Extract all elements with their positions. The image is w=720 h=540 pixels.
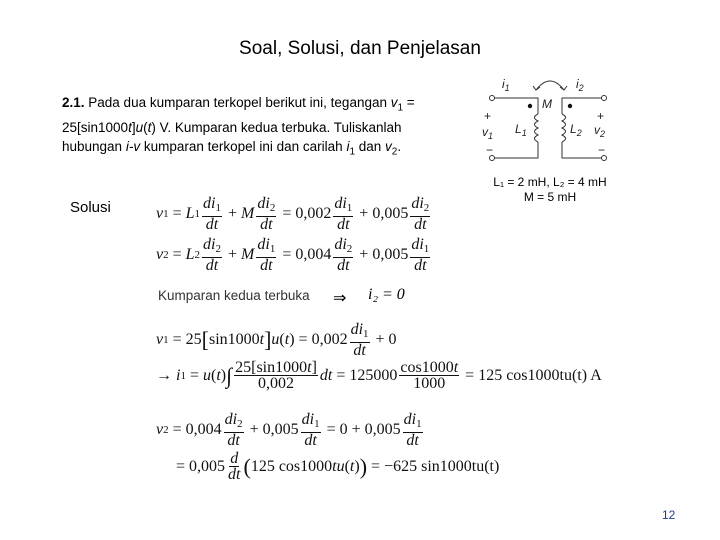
eq2-coef-b: 0,005 xyxy=(372,246,409,263)
problem-text: ] xyxy=(131,119,136,135)
equation-v1-sub: v 1 = 25 [ sin1000 t ] u ( t ) = 0,002 $\frac{di_1}{dt}$ + 0 xyxy=(156,321,397,359)
problem-text: Pada dua kumparan terkopel berikut ini, tegangan xyxy=(84,95,391,110)
label-i2: $i_2$ xyxy=(576,77,584,93)
label-L1: $L_1$ xyxy=(515,122,527,138)
label-i1: $i_1$ xyxy=(502,77,510,93)
eq6-result: −625 sin1000tu(t) xyxy=(384,457,500,475)
problem-text: ) V. Kumparan kedua terbuka. Tuliskanlah hubungan xyxy=(62,119,402,154)
eq5-coef: 0,004 xyxy=(185,421,222,438)
label-plus-2: + xyxy=(597,109,605,123)
eq4-const: 125000 xyxy=(349,366,398,384)
wire-bottom-right xyxy=(562,142,602,158)
problem-var: v xyxy=(385,138,392,154)
coil-L2 xyxy=(562,114,566,142)
label-minus-1: − xyxy=(486,143,494,157)
eq1-coef-b: 0,005 xyxy=(372,205,409,222)
terminal-2a xyxy=(602,96,607,101)
open-coil-result: i₂ = 0 xyxy=(368,286,405,303)
problem-text: . xyxy=(397,138,402,154)
label-plus-1: + xyxy=(484,109,492,123)
eq2-coef-a: 0,004 xyxy=(295,246,332,263)
coupled-coils-diagram xyxy=(470,70,630,170)
page-number: 12 xyxy=(662,508,676,522)
coil-L1 xyxy=(535,114,539,142)
given-line-2: M = 5 mH xyxy=(523,190,577,204)
implies-arrow: ⇒ xyxy=(333,290,347,307)
equation-v2-sub: v 2 = 0,004 $\frac{di_2}{dt}$ + 0,005 $\frac{di_1}{dt}$ = 0 + 0,005 $\frac{di_1}{dt}$ xyxy=(156,411,422,449)
terminal-1a xyxy=(490,96,495,101)
solusi-label: Solusi xyxy=(70,199,111,216)
open-coil-note: Kumparan kedua terbuka xyxy=(158,288,310,303)
problem-text: = 25[sin1000 xyxy=(62,95,415,135)
equation-v1: v 1 = L 1 $\frac{di_1}{dt}$ + M $\frac{di_2}{dt}$ = 0,002 $\frac{di_1}{dt}$ + 0,005 $\frac{di_2}{dt}$ xyxy=(156,195,430,233)
label-L2: $L_2$ xyxy=(570,122,582,138)
equation-v2: v 2 = L 2 $\frac{di_2}{dt}$ + M $\frac{di_1}{dt}$ = 0,004 $\frac{di_2}{dt}$ + 0,005 $\frac{di_1}{dt}$ xyxy=(156,236,430,274)
problem-text: dan xyxy=(355,138,386,154)
problem-text: ( xyxy=(143,119,148,135)
wire-bottom-left xyxy=(495,142,539,158)
polarity-dot-1 xyxy=(528,104,532,108)
label-minus-2: − xyxy=(598,143,606,157)
given-values xyxy=(470,175,630,205)
problem-var: u xyxy=(135,119,144,135)
eq1-coef-a: 0,002 xyxy=(295,205,332,222)
problem-var: t xyxy=(128,119,132,135)
problem-var: i xyxy=(346,138,350,154)
problem-text: kumparan terkopel ini dan carilah xyxy=(140,138,347,154)
page-title: Soal, Solusi, dan Penjelasan xyxy=(239,38,481,59)
equation-i1: → i 1 = u ( t ) ∫ $\frac{25[\sin 1000t]}{0,002}$ dt = 125000 $\frac{\cos 1000t}{1000}$ = 125 cos1000tu(t) A xyxy=(156,359,602,392)
mutual-arc xyxy=(536,81,564,90)
problem-number: 2.1. xyxy=(62,95,85,110)
equation-v2-result: = 0,005 $\frac{d}{dt}$ ( 125 cos1000 tu ( t ) ) = −625 sin1000tu(t) xyxy=(176,450,500,483)
problem-var: v xyxy=(390,95,398,110)
given-line-1: L₁ = 2 mH, L₂ = 4 mH xyxy=(493,175,607,189)
polarity-dot-2 xyxy=(568,104,572,108)
label-v2: $v_2$ xyxy=(594,123,606,139)
eq4-result: 125 cos1000tu(t) A xyxy=(478,366,602,384)
problem-var: t xyxy=(147,119,152,135)
label-M: M xyxy=(542,97,552,111)
problem-var: i-v xyxy=(125,138,141,154)
eq3-coef: 0,002 xyxy=(311,331,348,348)
problem-statement: 2.1. Pada dua kumparan terkopel berikut ini, tegangan $v_1 = 25[\sin 1000t]u(t)$ V. Kumparan kedua terbuka. Tuliskanlah hubungan i-v kumparan terkopel ini dan carilah $i_1$ dan $v_2$. xyxy=(62,95,415,158)
label-v1: $v_1$ xyxy=(482,125,494,141)
